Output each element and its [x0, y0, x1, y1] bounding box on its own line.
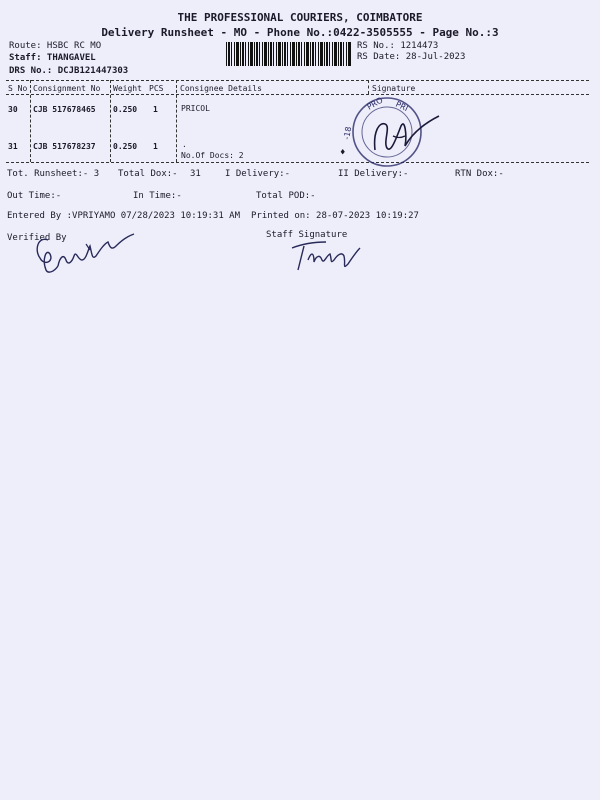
verified-by-label: Verified By — [7, 233, 67, 243]
route: Route: HSBC RC MO — [9, 41, 102, 51]
row-docs-count: No.Of Docs: 2 — [181, 151, 244, 160]
receiver-stamp — [335, 92, 445, 170]
ii-delivery: II Delivery:- — [338, 169, 409, 179]
row-pcs: 1 — [153, 142, 158, 151]
total-pod: Total POD:- — [256, 191, 316, 201]
col-header-sno: S No — [8, 84, 28, 93]
table-top-border — [6, 80, 589, 81]
company-name: THE PROFESSIONAL COURIERS, COIMBATORE — [177, 11, 423, 24]
verifier-signature — [30, 226, 140, 278]
printed-on: Printed on: 28-07-2023 10:19:27 — [251, 211, 419, 221]
svg-text:PRO: PRO — [365, 95, 385, 112]
svg-text:-18: -18 — [342, 125, 354, 141]
row-pcs: 1 — [153, 105, 158, 114]
row-consignment: CJB 517678237 — [33, 142, 96, 151]
in-time: In Time:- — [133, 191, 182, 201]
rtn-dox: RTN Dox:- — [455, 169, 504, 179]
i-delivery: I Delivery:- — [225, 169, 291, 179]
total-dox-value: 31 — [190, 169, 201, 179]
table-header-border — [6, 94, 589, 95]
staff-signature — [286, 236, 366, 274]
col-header-consignee: Consignee Details — [180, 84, 262, 93]
barcode — [226, 42, 352, 66]
row-consignment: CJB 517678465 — [33, 105, 96, 114]
col-header-weight: Weight — [113, 84, 142, 93]
col-divider — [30, 80, 31, 162]
row-sno: 31 — [8, 142, 18, 151]
entered-by: Entered By :VPRIYAMO 07/28/2023 10:19:31 AM — [7, 211, 240, 221]
staff-signature-label: Staff Signature — [266, 230, 348, 240]
runsheet-title: Delivery Runsheet - MO - Phone No.:0422-3505555 - Page No.:3 — [101, 26, 499, 39]
row-weight: 0.250 — [113, 142, 138, 151]
col-header-consignment: Consignment No — [33, 84, 101, 93]
rs-date: RS Date: 28-Jul-2023 — [357, 52, 466, 62]
row-consignee: PRICOL — [181, 104, 210, 113]
rs-number: RS No.: 1214473 — [357, 41, 439, 51]
total-dox-label: Total Dox:- — [118, 169, 178, 179]
drs-number: DRS No.: DCJB121447303 — [9, 66, 129, 76]
stamp-dot: ♦ — [340, 148, 346, 158]
tot-runsheet: Tot. Runsheet:- 3 — [7, 169, 100, 179]
table-bottom-border — [6, 162, 589, 163]
col-divider — [110, 80, 111, 162]
row-consignee: . — [182, 140, 187, 149]
out-time: Out Time:- — [7, 191, 62, 201]
staff-name: Staff: THANGAVEL — [9, 53, 96, 63]
col-header-signature: Signature — [372, 84, 416, 93]
row-sno: 30 — [8, 105, 18, 114]
svg-text:PRI: PRI — [394, 99, 410, 114]
col-header-pcs: PCS — [149, 84, 164, 93]
row-weight: 0.250 — [113, 105, 138, 114]
col-divider — [176, 80, 177, 162]
